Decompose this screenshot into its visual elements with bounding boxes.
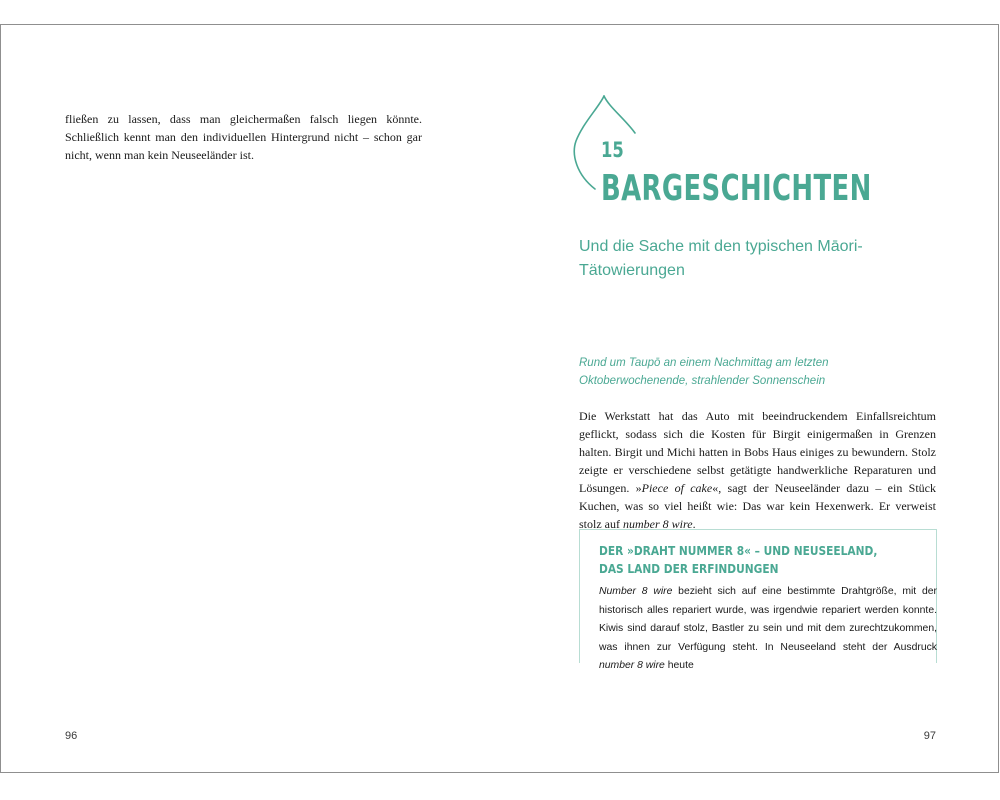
info-box-text-part: bezieht sich auf eine bestimmte Drahtgröße, mit der historisch alles repariert wurde, was irgendwie repariert werden konnte. Kiwis sind darauf stolz, Bastler zu sein und mit dem zurechtzukommen, was ihnen zur Verfügung steht. In Neuseeland steht der Ausdruck bbox=[599, 586, 937, 653]
info-box-text bbox=[599, 583, 937, 676]
body-italic-phrase: number 8 wire bbox=[623, 517, 693, 531]
info-box bbox=[579, 529, 937, 672]
info-box-title-line: DER »DRAHT NUMMER 8« – UND NEUSEELAND, bbox=[599, 543, 878, 558]
info-box-italic-phrase: number 8 wire bbox=[599, 660, 665, 672]
page-number-right: 97 bbox=[923, 730, 936, 742]
left-page bbox=[1, 25, 500, 772]
right-page bbox=[501, 25, 999, 772]
info-box-italic-phrase: Number 8 wire bbox=[599, 586, 673, 597]
info-box-title-line: DAS LAND DER ERFINDUNGEN bbox=[599, 561, 779, 576]
chapter-subtitle: Und die Sache mit den typischen Māori-Tätowierungen bbox=[579, 238, 863, 279]
body-text-part: . bbox=[692, 517, 696, 531]
scene-setting: Rund um Taupō an einem Nachmittag am letzten Oktoberwochenende, strahlender Sonnenschein bbox=[579, 357, 829, 387]
chapter-number: 15 bbox=[601, 138, 624, 162]
info-box-title bbox=[599, 542, 878, 578]
book-spread bbox=[0, 24, 999, 773]
page-number-left: 96 bbox=[65, 730, 78, 742]
body-text-part: «, sagt der Neuseeländer dazu – ein Stück Kuchen, was so viel heißt wie: Das war kein Hexenwerk. Er verweist stolz auf bbox=[579, 481, 936, 531]
info-box-text-part: heute bbox=[664, 660, 694, 672]
left-page-paragraph: fließen zu lassen, dass man gleichermaßen falsch liegen könnte. Schließlich kennt man den individuellen Hintergrund nicht – schon gar nicht, wenn man kein Neuseeländer ist. bbox=[65, 112, 422, 162]
body-paragraph bbox=[579, 407, 936, 533]
chapter-title: BARGESCHICHTEN bbox=[601, 168, 872, 209]
body-italic-phrase: Piece of cake bbox=[641, 481, 713, 495]
body-text-part: Die Werkstatt hat das Auto mit beeindruckendem Einfallsreichtum geflickt, sodass sich die Kosten für Birgit einigermaßen in Grenzen halten. Birgit und Michi hatten in Bobs Haus einiges zu bewundern. Stolz zeigte er verschiedene selbst getätigte handwerkliche Reparaturen und Lösungen. » bbox=[579, 409, 936, 495]
